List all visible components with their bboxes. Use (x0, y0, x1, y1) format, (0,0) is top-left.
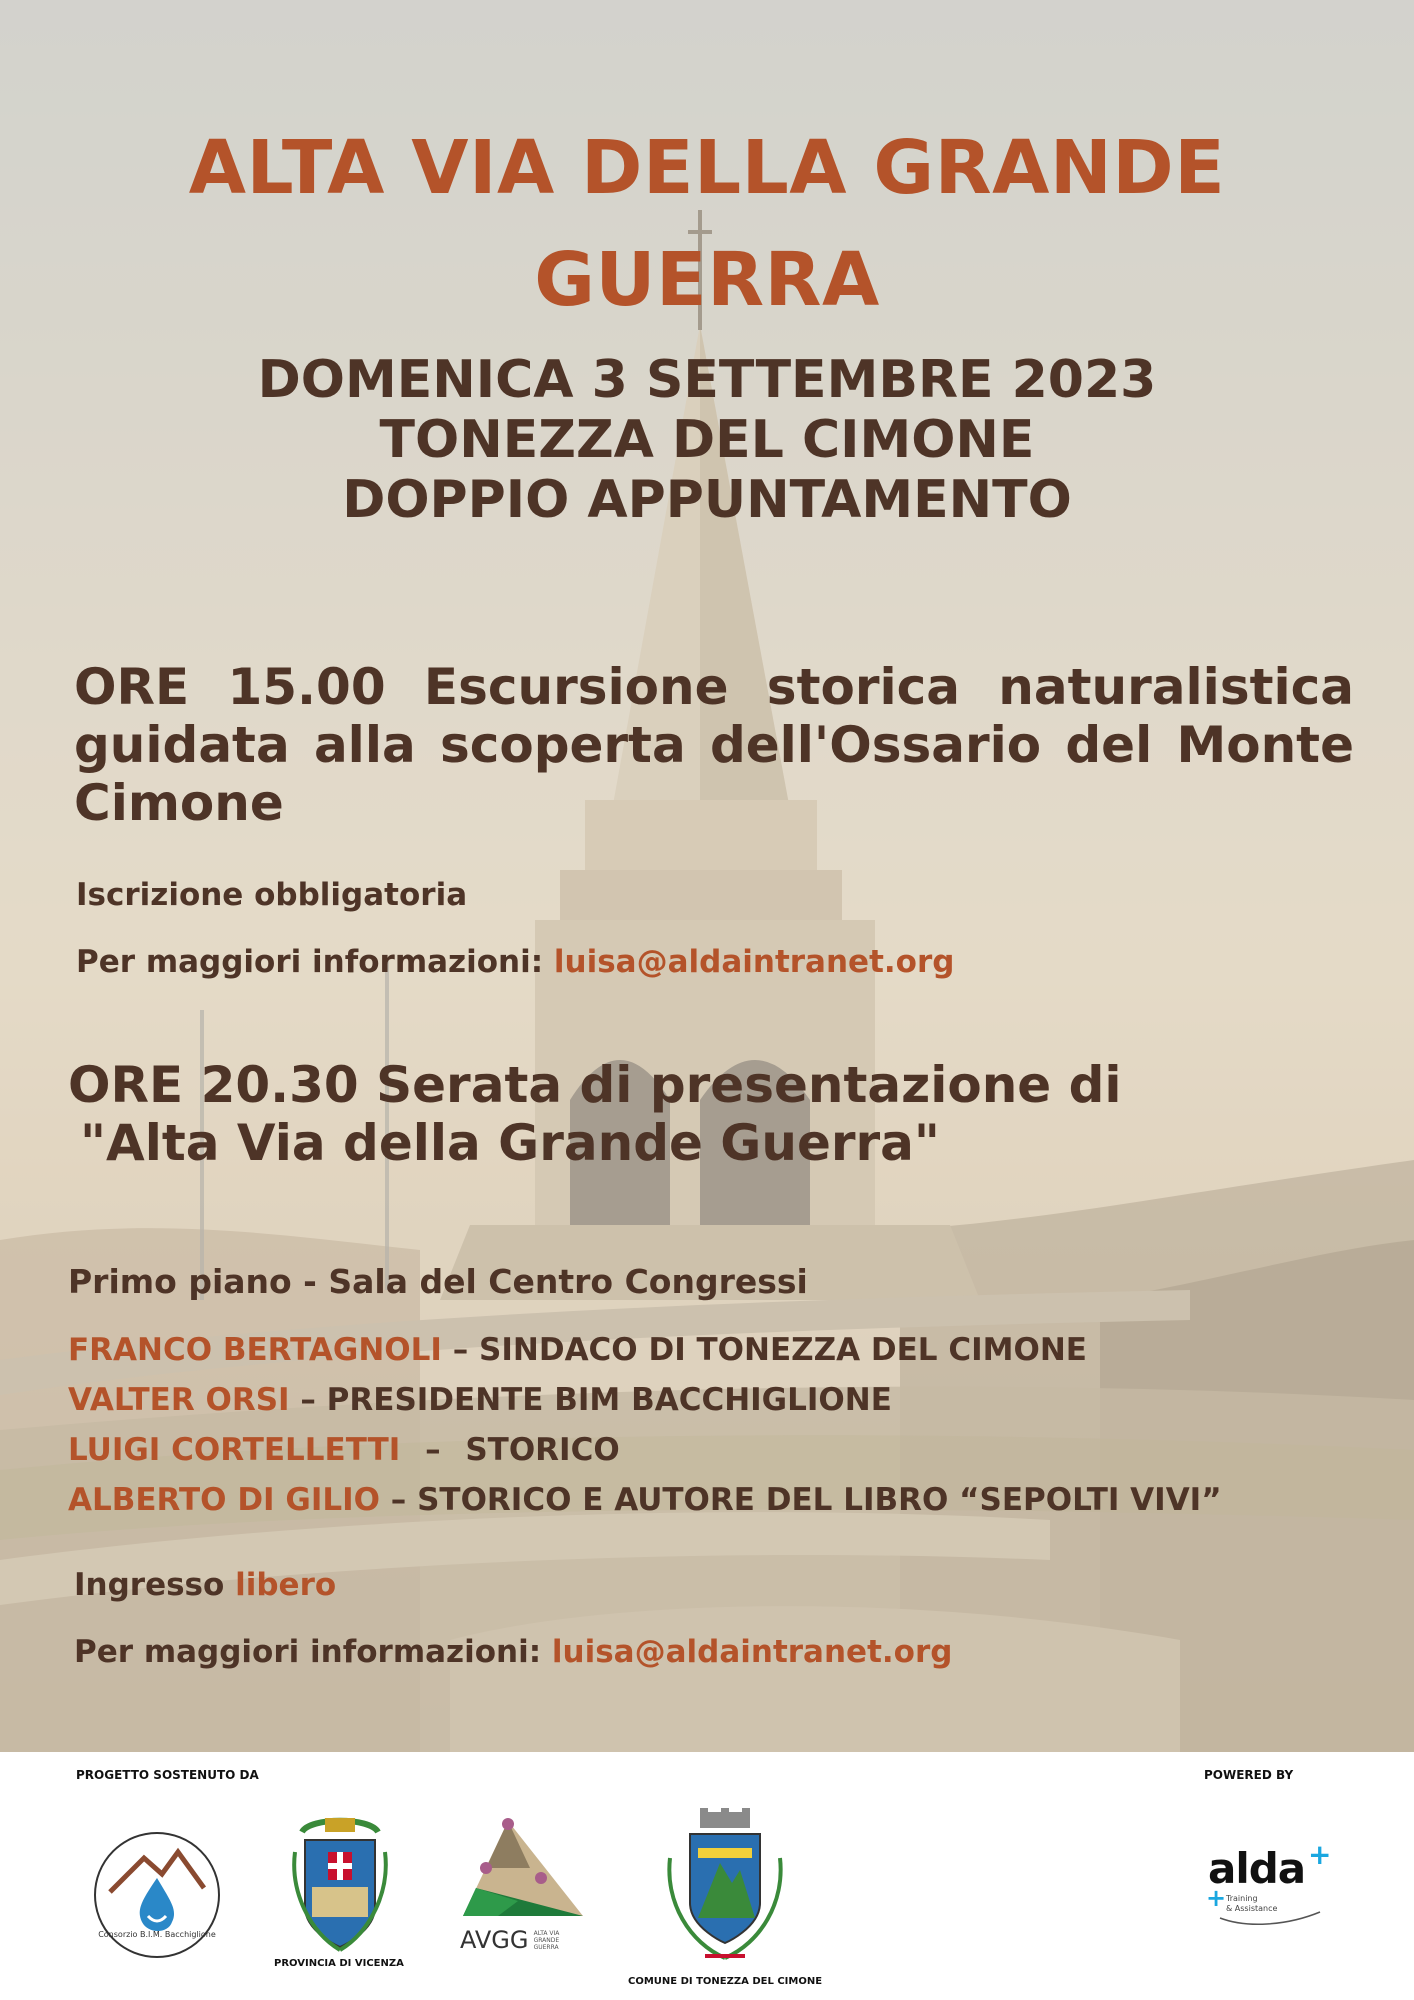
event2-info-email[interactable]: luisa@aldaintranet.org (551, 1634, 953, 1670)
comune-label: COMUNE DI TONEZZA DEL CIMONE (628, 1976, 823, 1987)
bim-logo-text: Consorzio B.I.M. Bacchiglione (98, 1930, 216, 1939)
alda-logo (1206, 1838, 1336, 1934)
plus-icon: + (1308, 1838, 1332, 1871)
title-line-2: GUERRA (534, 237, 880, 323)
speaker-role: STORICO (465, 1432, 620, 1468)
provincia-vicenza-crest (290, 1812, 390, 1952)
event2-heading-line-2: "Alta Via della Grande Guerra" (80, 1114, 940, 1172)
event1-info-label: Per maggiori informazioni: (76, 944, 544, 980)
speaker-name: VALTER ORSI (68, 1382, 290, 1418)
event1-info (76, 942, 954, 982)
speaker-separator: – (425, 1432, 441, 1468)
alda-swoosh-icon (1216, 1908, 1326, 1928)
speaker-role: SINDACO DI TONEZZA DEL CIMONE (479, 1332, 1087, 1368)
speaker-name: LUIGI CORTELLETTI (68, 1432, 401, 1468)
speaker-role: PRESIDENTE BIM BACCHIGLIONE (326, 1382, 892, 1418)
event1-heading: ORE 15.00 Escursione storica naturalistica guidata alla scoperta dell'Ossario del Monte Cimone (74, 658, 1354, 832)
event-note: DOPPIO APPUNTAMENTO (342, 470, 1072, 530)
speaker-item (68, 1375, 1222, 1425)
title-line-1: ALTA VIA DELLA GRANDE (188, 125, 1226, 211)
bim-bacchiglione-logo (92, 1830, 222, 1960)
sponsor-footer (0, 1752, 1414, 2000)
speaker-role: STORICO E AUTORE DEL LIBRO “SEPOLTI VIVI” (417, 1482, 1222, 1518)
speaker-separator: – (300, 1382, 316, 1418)
speaker-separator: – (452, 1332, 469, 1368)
avgg-text: AVGG (460, 1926, 529, 1954)
event1-info-email[interactable]: luisa@aldaintranet.org (553, 944, 955, 980)
sponsor-label: PROGETTO SOSTENUTO DA (76, 1768, 259, 1782)
event2-location: Primo piano - Sala del Centro Congressi (68, 1262, 808, 1301)
event2-heading (68, 1056, 1368, 1172)
speaker-separator: – (390, 1482, 407, 1518)
event1-registration: Iscrizione obbligatoria (76, 877, 468, 913)
event-date: DOMENICA 3 SETTEMBRE 2023 (257, 350, 1157, 410)
comune-tonezza-crest (660, 1808, 790, 1968)
event2-info (74, 1632, 952, 1672)
speaker-name: FRANCO BERTAGNOLI (68, 1332, 442, 1368)
avgg-sub-line: GUERRA (533, 1943, 559, 1951)
avgg-sub-line: GRANDE (533, 1936, 560, 1944)
speaker-item (68, 1325, 1222, 1375)
event2-entry-value: libero (235, 1567, 337, 1603)
event2-entry (74, 1565, 336, 1605)
event-subheading (0, 350, 1414, 530)
plus-icon: + (1206, 1884, 1227, 1912)
event2-entry-label: Ingresso (74, 1567, 225, 1603)
alda-sub-line: Training (1226, 1894, 1258, 1903)
avgg-logo (458, 1816, 588, 1956)
speaker-list (68, 1325, 1222, 1525)
speaker-item (68, 1475, 1222, 1525)
avgg-sub-line: ALTA VIA (533, 1929, 560, 1937)
event2-info-label: Per maggiori informazioni: (74, 1634, 542, 1670)
poster-title (0, 112, 1414, 336)
speaker-item (68, 1425, 1222, 1475)
provincia-label: PROVINCIA DI VICENZA (274, 1958, 404, 1969)
event-place: TONEZZA DEL CIMONE (379, 410, 1035, 470)
powered-by-label: POWERED BY (1204, 1768, 1294, 1782)
alda-wordmark: alda (1208, 1844, 1306, 1893)
event2-heading-line-1: ORE 20.30 Serata di presentazione di (68, 1056, 1122, 1114)
speaker-name: ALBERTO DI GILIO (68, 1482, 380, 1518)
alda-sub-line: & Assistance (1226, 1904, 1278, 1913)
